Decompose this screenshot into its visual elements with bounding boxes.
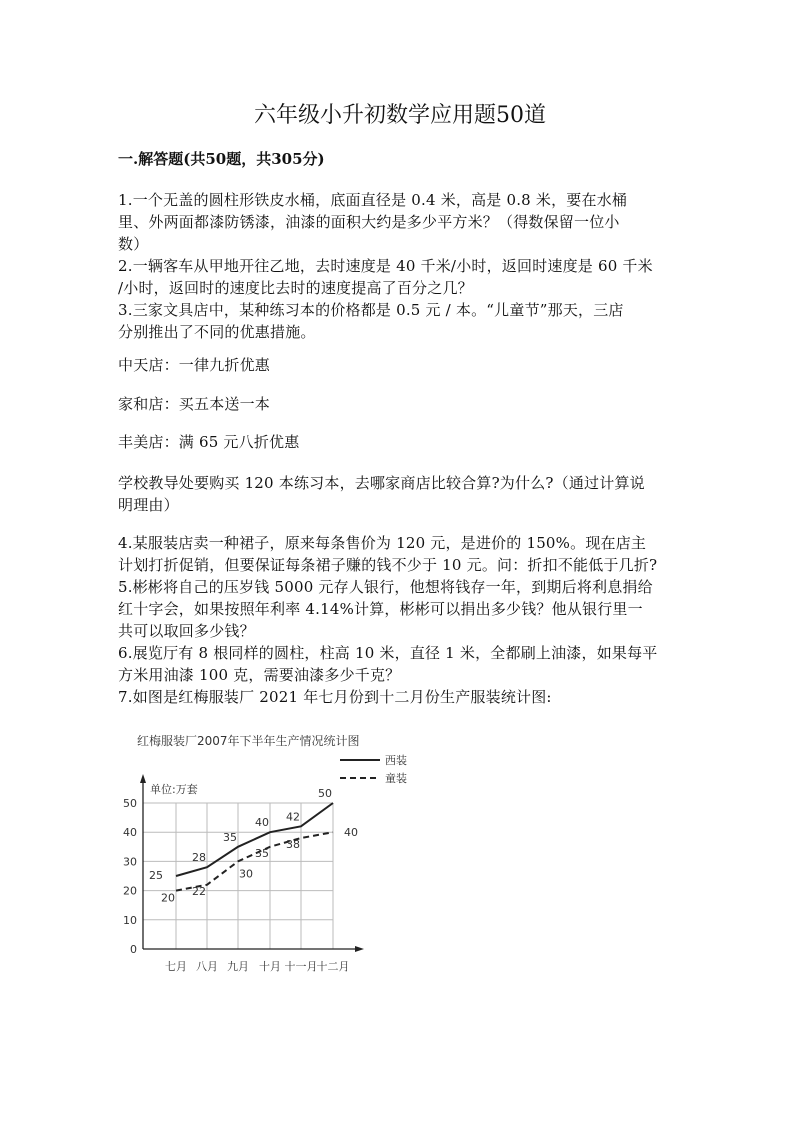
unit-label: 单位:万套 — [150, 783, 198, 796]
text-line: 共可以取回多少钱？ — [118, 622, 255, 640]
data-label: 40 — [255, 816, 269, 830]
chart-title: 红梅服装厂2007年下半年生产情况统计图 — [137, 734, 360, 748]
text-line: 3.三家文具店中，某种练习本的价格都是 0.5 元 / 本。“儿童节”那天，三店 — [118, 301, 624, 319]
x-tick-label: 八月 — [196, 960, 218, 973]
text-line: 分别推出了不同的优惠措施。 — [118, 323, 316, 341]
data-label: 22 — [192, 884, 206, 898]
text-line: 5.彬彬将自己的压岁钱 5000 元存人银行，他想将钱存一年，到期后将利息捐给 — [118, 578, 653, 596]
section-heading: 一.解答题(共50题，共305分) — [118, 150, 325, 168]
text-line: 中天店：一律九折优惠 — [118, 356, 271, 374]
legend-label: 西装 — [385, 754, 407, 767]
text-line: 丰美店：满 65 元八折优惠 — [118, 433, 300, 451]
y-tick-label: 40 — [123, 826, 137, 840]
series-line-西装 — [176, 803, 333, 876]
x-tick-label: 七月 — [165, 960, 187, 973]
x-tick-label: 十月 — [259, 960, 281, 973]
data-label: 35 — [255, 846, 269, 860]
text-line: 7.如图是红梅服装厂 2021 年七月份到十二月份生产服装统计图: — [118, 688, 552, 706]
y-tick-label: 0 — [130, 943, 137, 956]
text-line: 学校教导处要购买 120 本练习本，去哪家商店比较合算?为什么?（通过计算说 — [118, 474, 645, 492]
text-line: /小时，返回时的速度比去时的速度提高了百分之几？ — [118, 279, 473, 297]
data-label: 35 — [223, 830, 237, 844]
text-line: 明理由） — [118, 496, 179, 514]
y-tick-label: 10 — [123, 913, 137, 927]
x-axis-arrow — [355, 946, 364, 952]
legend-label: 童装 — [385, 772, 407, 785]
data-label: 40 — [344, 826, 358, 840]
text-line: 里、外两面都漆防锈漆，油漆的面积大约是多少平方米？（得数保留一位小 — [118, 213, 620, 231]
y-tick-label: 50 — [123, 797, 137, 810]
text-line: 1.一个无盖的圆柱形铁皮水桶，底面直径是 0.4 米，高是 0.8 米，要在水桶 — [118, 191, 628, 209]
text-line: 4.某服装店卖一种裙子，原来每条售价为 120 元，是进价的 150%。现在店主 — [118, 534, 647, 552]
x-tick-label: 十一月 — [284, 960, 318, 973]
text-line: 计划打折促销，但要保证每条裙子赚的钱不少于 10 元。问：折扣不能低于几折? — [118, 556, 658, 574]
text-line: 红十字会，如果按照年利率 4.14%计算，彬彬可以捐出多少钱？他从银行里一 — [118, 600, 643, 618]
data-label: 25 — [149, 869, 163, 882]
y-tick-label: 30 — [123, 855, 137, 869]
y-tick-label: 20 — [123, 884, 137, 898]
text-line: 方米用油漆 100 克，需要油漆多少千克？ — [118, 666, 401, 684]
text-line: 6.展览厅有 8 根同样的圆柱，柱高 10 米，直径 1 米，全都刷上油漆，如果每平 — [118, 644, 658, 662]
data-label: 20 — [161, 891, 175, 905]
x-tick-label: 十二月 — [316, 960, 350, 973]
data-label: 28 — [192, 851, 206, 865]
page-title: 六年级小升初数学应用题50道 — [254, 103, 546, 128]
text-line: 2.一辆客车从甲地开往乙地，去时速度是 40 千米/小时，返回时速度是 60 千米 — [118, 257, 653, 275]
x-tick-label: 九月 — [227, 960, 249, 973]
data-label: 42 — [286, 810, 300, 824]
production-line-chart — [110, 725, 407, 980]
text-line: 数） — [118, 235, 149, 253]
data-label: 38 — [286, 838, 300, 852]
data-label: 50 — [318, 787, 332, 800]
y-axis-arrow — [140, 774, 146, 783]
text-line: 家和店：买五本送一本 — [118, 395, 271, 413]
data-label: 30 — [239, 867, 253, 881]
